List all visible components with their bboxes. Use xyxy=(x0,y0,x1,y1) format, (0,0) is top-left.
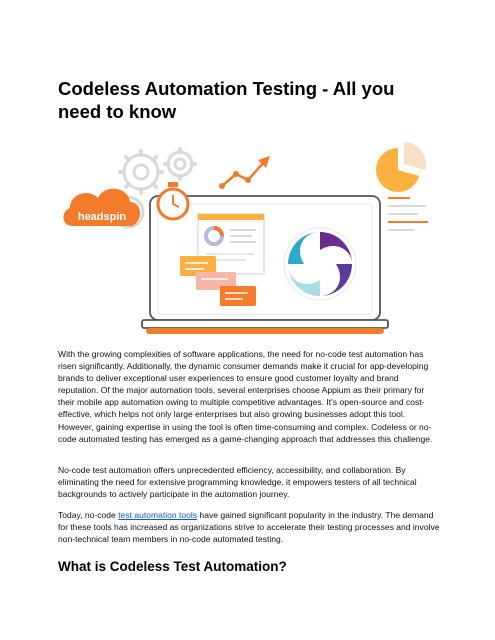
laptop-base xyxy=(142,320,388,334)
popularity-paragraph xyxy=(58,509,440,545)
trend-chart-icon xyxy=(219,156,270,189)
headspin-logo-text: headspin xyxy=(77,211,127,223)
paragraph-text-after-link: have gained significant popularity in the industry. The demand for these tools has increased as organizations strive to accelerate their testing processes and involve non-technical team members in no-code automated testing. xyxy=(58,510,440,545)
page-title: Codeless Automation Testing - All you need to know xyxy=(58,78,395,122)
section-heading: What is Codeless Test Automation? xyxy=(58,559,287,574)
paragraph-text-before-link: Today, no-code xyxy=(58,510,119,520)
stopwatch-icon xyxy=(158,182,188,219)
intro-paragraph: With the growing complexities of software applications, the need for no-code test automation has risen significantly. Additionally, the dynamic consumer demands make it crucial for app-developing brands to deliver exceptional user experiences to ensure good customer loyalty and brand reputation. Of the major automation tools, several enterprises choose Appium as their primary for their mobile app automation owing to multiple competitive advantages. It's open-source and cost-effective, which helps not only large enterprises but also growing businesses adopt this tool. However, gaining expertise in using the tool is often time-consuming and complex. Codeless or no-code automated testing has emerged as a game-changing approach that addresses this challenge. xyxy=(58,349,433,444)
test-automation-tools-link[interactable]: test automation tools xyxy=(118,510,198,520)
pie-chart-icon xyxy=(376,142,426,192)
legend-lines xyxy=(388,198,428,230)
swirl-logo-icon xyxy=(284,228,356,300)
benefits-paragraph: No-code test automation offers unprecedented efficiency, accessibility, and collaboration. By eliminating the need for extensive programming knowledge, it empowers testers of all technical backgrounds to actively participate in the automation journey. xyxy=(58,465,417,500)
headspin-cloud xyxy=(63,189,140,226)
hero-illustration xyxy=(58,140,438,340)
